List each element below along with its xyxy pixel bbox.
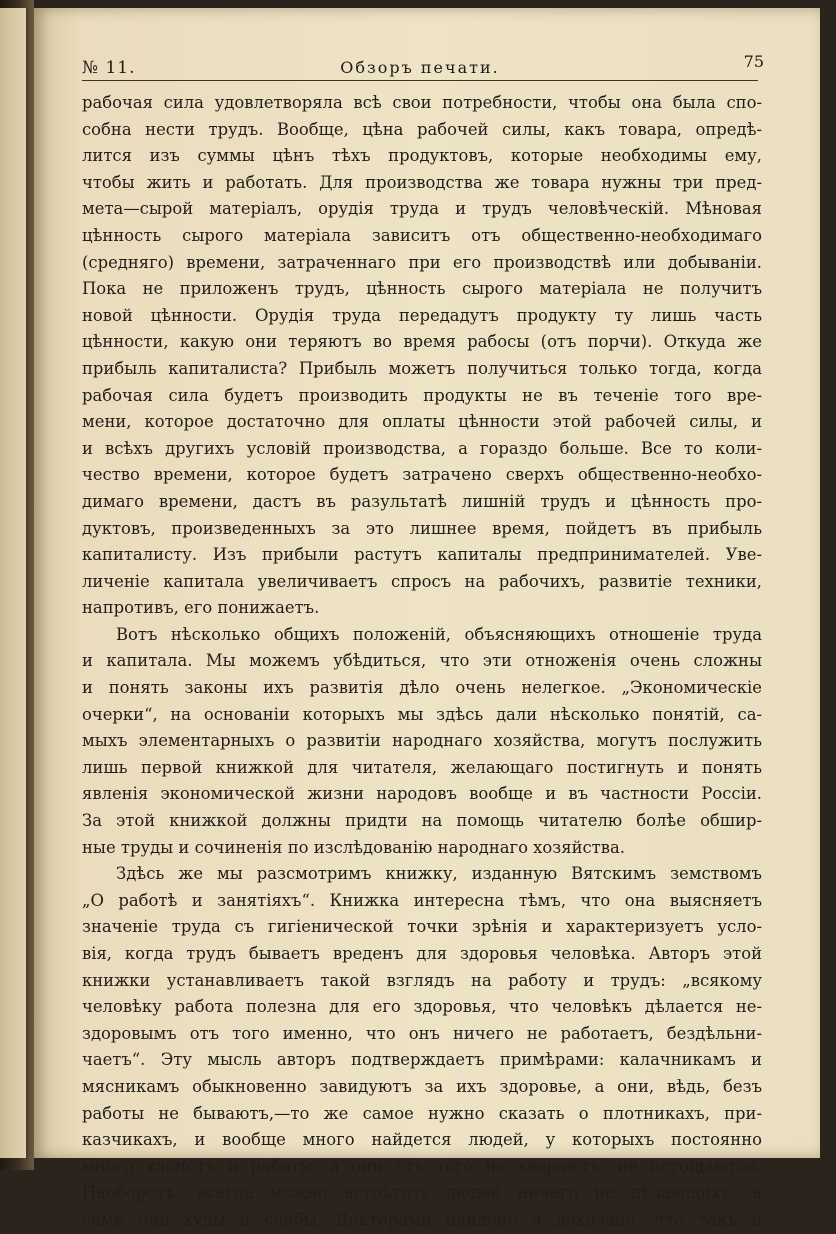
page-body-text bbox=[82, 90, 762, 1234]
text-line: чаетъ“. Эту мысль авторъ подтверждаетъ примѣрами: калачникамъ и bbox=[82, 1050, 762, 1070]
text-line: Наоборотъ: всегда можно встрѣтить людей ничего не дѣлающихъ, а bbox=[82, 1183, 762, 1203]
text-line: димаго времени, дастъ въ разультатѣ лишній трудъ и цѣнность про- bbox=[82, 491, 762, 511]
text-line: цѣнности, какую они теряютъ во время рабосы (отъ порчи). Откуда же bbox=[82, 332, 762, 352]
text-line: много хлопотъ и работы, а они отъ того не хвораютъ, не истощаются. bbox=[82, 1156, 762, 1176]
text-line: работы не бываютъ,—то же самое нужно сказать о плотникахъ, при- bbox=[82, 1103, 762, 1123]
text-line: Здѣсь же мы разсмотримъ книжку, изданную Вятскимъ земствомъ bbox=[116, 864, 762, 884]
text-line: личеніе капитала увеличиваетъ спросъ на рабочихъ, развитіе техники, bbox=[82, 571, 762, 591]
text-line: человѣку работа полезна для его здоровья, что человѣкъ дѣлается не- bbox=[82, 997, 762, 1017]
text-line: очерки“, на основаніи которыхъ мы здѣсь дали нѣсколько понятій, са- bbox=[82, 704, 762, 724]
text-line: ные труды и сочиненія по изслѣдованію народнаго хозяйства. bbox=[82, 837, 625, 857]
page-number: 75 bbox=[743, 52, 764, 71]
text-line: Пока не приложенъ трудъ, цѣнность сырого матеріала не получитъ bbox=[82, 279, 762, 299]
text-line: прибыль капиталиста? Прибыль можетъ получиться только тогда, когда bbox=[82, 358, 762, 378]
text-line: чтобы жить и работать. Для производства же товара нужны три пред- bbox=[82, 172, 762, 192]
text-line: „О работѣ и занятіяхъ“. Книжка интересна тѣмъ, что она выясняетъ bbox=[82, 890, 762, 910]
running-header bbox=[82, 50, 764, 81]
text-line: значеніе труда съ гигіенической точки зрѣнія и характеризуетъ усло- bbox=[82, 917, 762, 937]
text-line: мясникамъ обыкновенно завидуютъ за ихъ здоровье, а они, вѣдь, безъ bbox=[82, 1076, 762, 1096]
text-line: рабочая сила удовлетворяла всѣ свои потребности, чтобы она была спо- bbox=[82, 93, 762, 112]
text-line: лится изъ суммы цѣнъ тѣхъ продуктовъ, которые необходимы ему, bbox=[82, 146, 762, 166]
text-line: и понять законы ихъ развитія дѣло очень нелегкое. „Экономическіе bbox=[82, 678, 762, 698]
text-line: чество времени, которое будетъ затрачено сверхъ общественно-необхо- bbox=[82, 465, 762, 485]
text-line: казчикахъ, и вообще много найдется людей, у которыхъ постоянно bbox=[82, 1130, 762, 1150]
text-line: дуктовъ, произведенныхъ за это лишнее время, пойдетъ въ прибыль bbox=[82, 518, 762, 538]
text-line: За этой книжкой должны придти на помощь читателю болѣе обшир- bbox=[82, 811, 762, 831]
text-line: здоровымъ отъ того именно, что онъ ничего не работаетъ, бездѣльни- bbox=[82, 1023, 762, 1043]
text-line: мени, которое достаточно для оплаты цѣнности этой рабочей силы, и bbox=[82, 412, 762, 432]
text-line: мета—сырой матеріалъ, орудія труда и трудъ человѣческій. Мѣновая bbox=[82, 199, 762, 219]
text-line: мыхъ элементарныхъ о развитіи народнаго хозяйства, могутъ послужить bbox=[82, 731, 762, 751]
text-line: и всѣхъ другихъ условій производства, а гораздо больше. Все то коли- bbox=[82, 438, 762, 458]
text-line: лишь первой книжкой для читателя, желающаго постигнуть и понять bbox=[82, 757, 762, 777]
text-line: и капитала. Мы можемъ убѣдиться, что эти отноженія очень сложны bbox=[82, 651, 762, 671]
text-line: явленія экономической жизни народовъ вообще и въ частности Россіи. bbox=[82, 784, 762, 804]
text-line: книжки устанавливаетъ такой взглядъ на работу и трудъ: „всякому bbox=[82, 970, 762, 990]
text-line: собна нести трудъ. Вообще, цѣна рабочей силы, какъ товара, опредѣ- bbox=[82, 119, 762, 139]
text-line: вія, когда трудъ бываетъ вреденъ для здоровья человѣка. Авторъ этой bbox=[82, 944, 762, 963]
text-line: рабочая сила будетъ производить продукты не въ теченіе того вре- bbox=[82, 385, 762, 405]
text-line: капиталисту. Изъ прибыли растутъ капиталы предпринимателей. Уве- bbox=[82, 545, 762, 565]
text-line: сами они худы и слабы. Докторами найдено и доказано, что такъ и bbox=[82, 1209, 762, 1229]
text-line: новой цѣнности. Орудія труда передадутъ продукту ту лишь часть bbox=[82, 305, 762, 325]
book-page bbox=[34, 8, 820, 1229]
issue-number: № 11. bbox=[82, 58, 136, 78]
text-line: Вотъ нѣсколько общихъ положеній, объясняющихъ отношеніе труда bbox=[116, 624, 762, 644]
text-line: (средняго) времени, затраченнаго при его производствѣ или добываніи. bbox=[82, 252, 762, 272]
running-title: Обзоръ печати. bbox=[340, 58, 500, 77]
facing-page-edge bbox=[0, 8, 28, 1158]
text-line: напротивъ, его понижаетъ. bbox=[82, 598, 320, 618]
text-line: цѣнность сырого матеріала зависитъ отъ общественно-необходимаго bbox=[82, 225, 762, 245]
